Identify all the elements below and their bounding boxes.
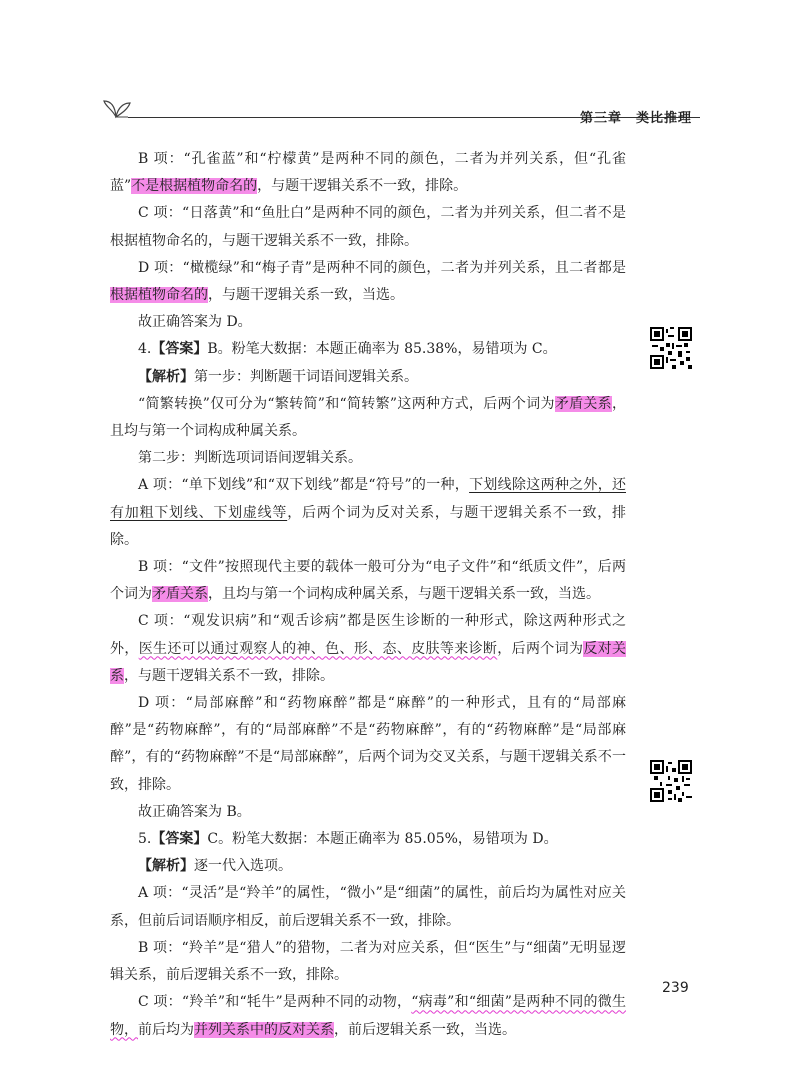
paragraph-option-a: A 项：“灵活”是“羚羊”的属性，“微小”是“细菌”的属性，前后均为属性对应关系，但前后词语顺序相反，前后逻辑关系不一致，排除。: [110, 885, 626, 929]
paragraph-step-1: [110, 391, 626, 445]
paragraph-option-d: [110, 255, 626, 309]
text: 前后均为: [138, 1021, 194, 1038]
paragraph-option-b: [110, 146, 626, 200]
highlight: 并列关系中的反对关系: [194, 1021, 334, 1038]
text: B 项：“文件”按照现代主要的载体一般可分为“电子文件”和“纸质文件”，后两个词为: [110, 559, 626, 603]
running-header: [580, 107, 706, 126]
paragraph-option-b: B 项：“羚羊”是“猎人”的猎物，二者为对应关系，但“医生”与“细菌”无明显逻辑关系，前后逻辑关系不一致，排除。: [110, 939, 626, 984]
text: ，后两个词为反对关系，与题干逻辑关系不一致，排除。: [110, 504, 627, 548]
text: C 项：“羚羊”和“牦牛”是两种不同的动物，: [138, 994, 412, 1011]
paragraph-analysis-5: [110, 853, 626, 880]
text: “简繁转换”仅可分为“繁转简”和“简转繁”这两种方式，后两个词为: [138, 395, 555, 412]
text: ，与题干逻辑关系不一致，排除。: [257, 178, 468, 195]
section-label: 类比推理: [636, 111, 693, 126]
paragraph-step-2: 第二步：判断选项词语间逻辑关系。: [138, 450, 362, 467]
text: ，且均与第一个词构成种属关系。: [110, 395, 626, 440]
text: D 项：“橄榄绿”和“梅子青”是两种不同的颜色，二者为并列关系，且二者都是: [138, 259, 626, 276]
answer-label: 【答案】: [151, 341, 208, 358]
chapter-label: 第三章: [580, 111, 623, 126]
text: B。粉笔大数据：本题正确率为 85.38%，易错项为 C。: [207, 341, 557, 358]
underline: 下划线除这两种之外，还有加粗下划线、下划虚线等: [110, 477, 626, 521]
text: ，后两个词为: [497, 640, 584, 657]
paragraph-option-c: C 项：“日落黄”和“鱼肚白”是两种不同的颜色，二者为并列关系，但二者不是根据植物命名的，与题干逻辑关系不一致，排除。: [110, 205, 626, 249]
paragraph-answer-5: [110, 826, 626, 853]
text: ，与题干逻辑关系不一致，排除。: [124, 667, 334, 684]
qr-code-icon: [650, 327, 692, 369]
highlight: 反对关系: [110, 640, 627, 684]
question-number: 5.: [138, 831, 152, 848]
question-number: 4.: [138, 341, 152, 358]
text: A 项：“单下划线”和“双下划线”都是“符号”的一种，: [138, 477, 470, 494]
qr-code-icon: [650, 760, 692, 802]
page-content: [110, 146, 626, 1044]
paragraph-option-a: [110, 472, 626, 554]
text: ，前后逻辑关系一致，当选。: [334, 1021, 516, 1038]
paragraph-conclusion: 故正确答案为 D。: [138, 314, 252, 331]
text: ，与题干逻辑关系一致，当选。: [208, 287, 404, 304]
paragraph-option-b: [110, 554, 626, 608]
text: C 项：“观发识病”和“观舌诊病”都是医生诊断的一种形式，除这两种形式之外，: [110, 613, 626, 657]
highlight: 矛盾关系: [554, 395, 612, 412]
highlight: 根据植物命名的: [110, 287, 208, 304]
paragraph-analysis-4: [110, 364, 626, 391]
wavy-underline: “病毒”和“细菌”是两种不同的微生物，: [110, 994, 626, 1038]
paragraph-option-c: [110, 989, 626, 1043]
paragraph-conclusion: 故正确答案为 B。: [138, 803, 251, 820]
paragraph-option-d: D 项：“局部麻醉”和“药物麻醉”都是“麻醉”的一种形式，且有的“局部麻醉”是“药物麻醉”，有的“局部麻醉”不是“药物麻醉”，有的“药物麻醉”是“局部麻醉”，有的“药物麻醉”不是“局部麻醉”，后两个词为交叉关系，与题干逻辑关系不一致，排除。: [110, 695, 626, 793]
highlight: 矛盾关系: [152, 586, 208, 603]
highlight: 不是根据植物命名的: [131, 178, 258, 195]
answer-label: 【答案】: [151, 831, 208, 848]
analysis-label: 【解析】: [138, 858, 194, 875]
leaf-icon: [102, 97, 132, 119]
paragraph-option-c: [110, 608, 626, 690]
text: C。粉笔大数据：本题正确率为 85.05%，易错项为 D。: [207, 831, 558, 848]
text: ，且均与第一个词构成种属关系，与题干逻辑关系一致，当选。: [208, 586, 600, 603]
paragraph-answer-4: [110, 336, 626, 363]
text: B 项：“孔雀蓝”和“柠檬黄”是两种不同的颜色，二者为并列关系，但“孔雀蓝”: [110, 151, 626, 195]
page-number: 239: [662, 980, 689, 996]
text: 第一步：判断题干词语间逻辑关系。: [194, 368, 418, 385]
analysis-label: 【解析】: [138, 368, 194, 385]
wavy-underline: 医生还可以通过观察人的神、色、形、态、皮肤等来诊断: [138, 640, 498, 657]
text: 逐一代入选项。: [194, 858, 292, 875]
